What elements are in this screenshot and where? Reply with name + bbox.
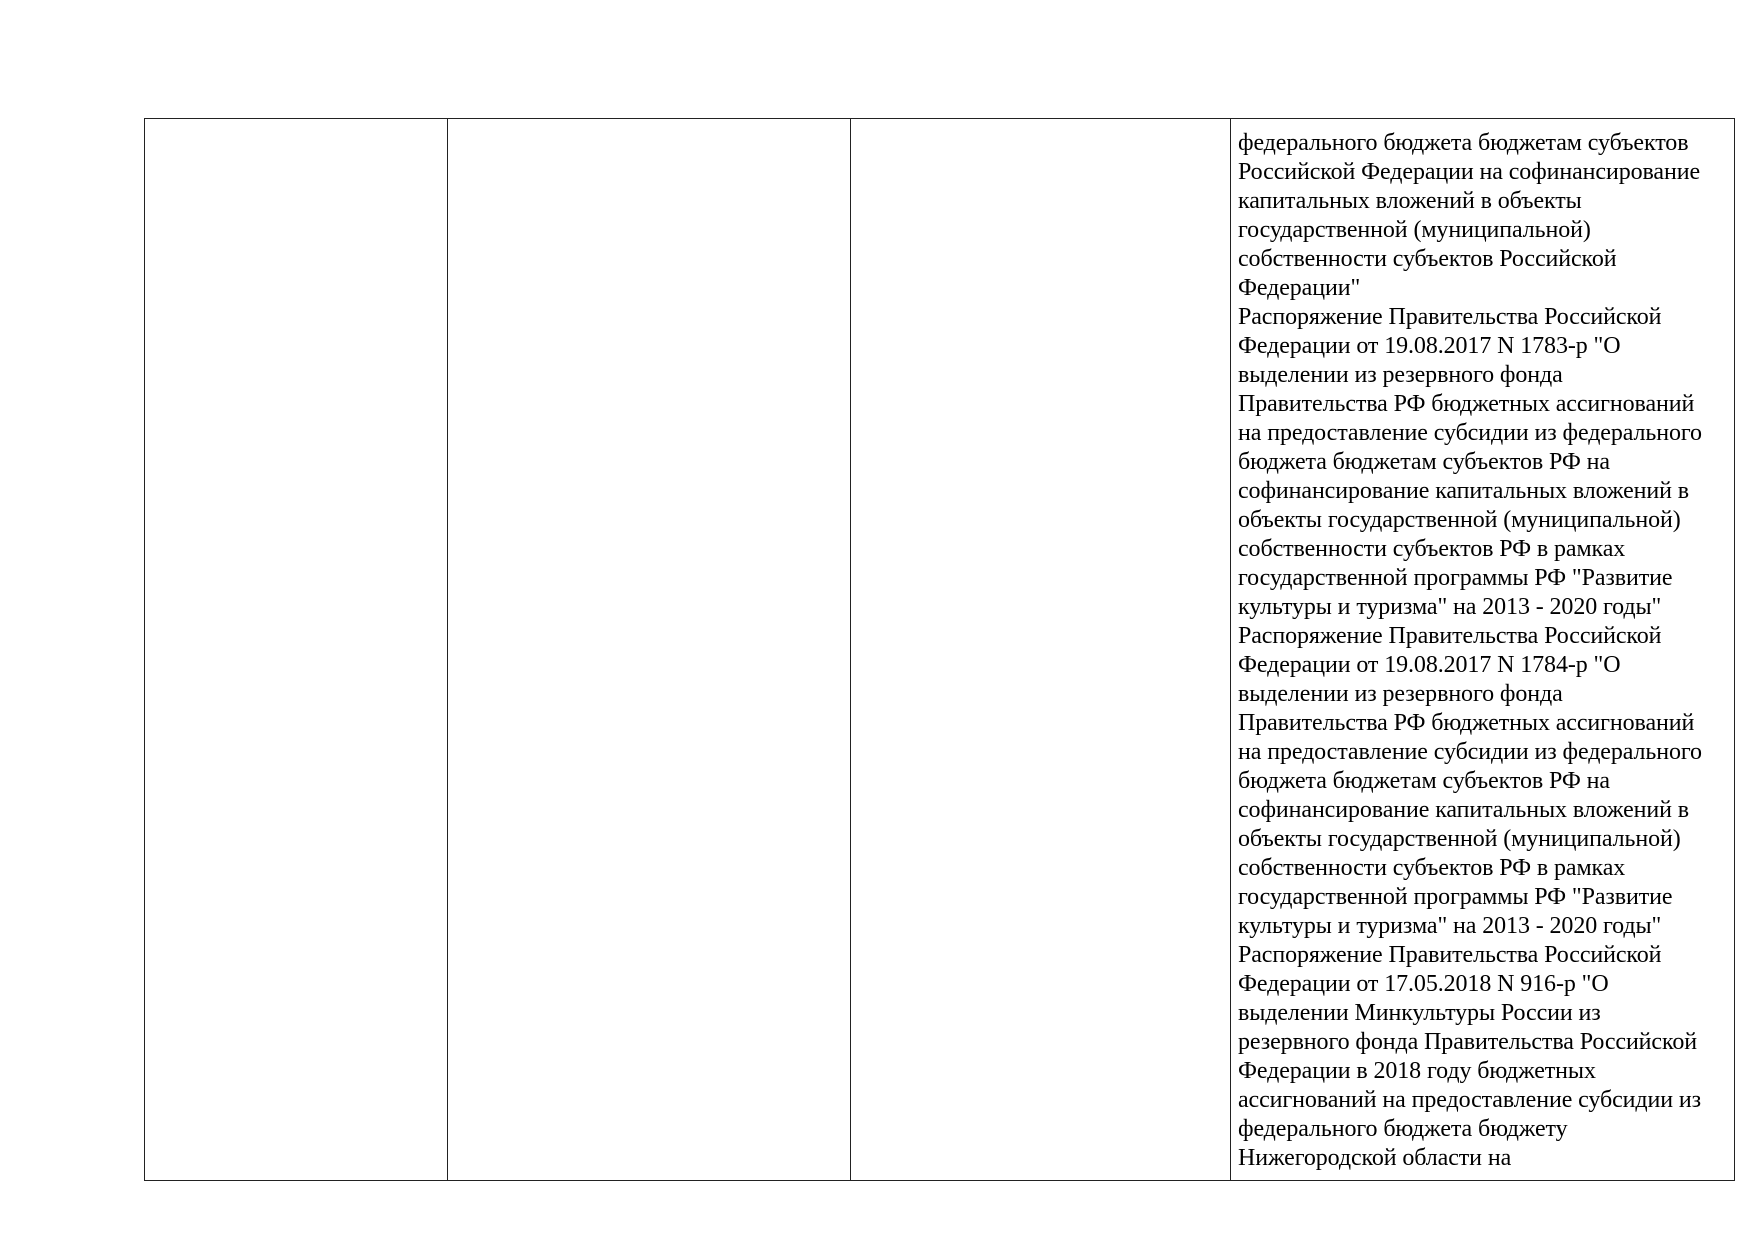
- text-line: капитальных вложений в объекты: [1238, 188, 1582, 214]
- text-line: собственности субъектов РФ в рамках: [1238, 536, 1626, 562]
- text-line: бюджета бюджетам субъектов РФ на: [1238, 768, 1610, 794]
- text-line: культуры и туризма" на 2013 - 2020 годы": [1238, 594, 1662, 620]
- text-line: софинансирование капитальных вложений в: [1238, 478, 1690, 504]
- text-line: Правительства РФ бюджетных ассигнований: [1238, 710, 1695, 736]
- text-line: федерального бюджета бюджетам субъектов: [1238, 130, 1689, 156]
- text-line: Нижегородской области на: [1238, 1145, 1512, 1171]
- text-line: на предоставление субсидии из федерального: [1238, 420, 1702, 446]
- text-line: Федерации от 19.08.2017 N 1784-р "О: [1238, 652, 1621, 678]
- document-table: [144, 118, 1735, 1181]
- text-line: Распоряжение Правительства Российской: [1238, 942, 1662, 968]
- text-line: Правительства РФ бюджетных ассигнований: [1238, 391, 1695, 417]
- text-line: Федерации в 2018 году бюджетных: [1238, 1058, 1596, 1084]
- text-line: Федерации от 17.05.2018 N 916-р "О: [1238, 971, 1609, 997]
- text-line: Распоряжение Правительства Российской: [1238, 304, 1662, 330]
- text-line: объекты государственной (муниципальной): [1238, 826, 1681, 852]
- text-line: государственной программы РФ "Развитие: [1238, 884, 1673, 910]
- text-line: на предоставление субсидии из федерального: [1238, 739, 1702, 765]
- text-line: Федерации": [1238, 275, 1361, 301]
- text-line: ассигнований на предоставление субсидии из: [1238, 1087, 1701, 1113]
- table-cell-legal-basis: [1238, 129, 1728, 1173]
- text-line: объекты государственной (муниципальной): [1238, 507, 1681, 533]
- column-divider: [850, 119, 851, 1180]
- text-line: государственной программы РФ "Развитие: [1238, 565, 1673, 591]
- text-line: Федерации от 19.08.2017 N 1783-р "О: [1238, 333, 1621, 359]
- text-line: выделении Минкультуры России из: [1238, 1000, 1601, 1026]
- text-line: собственности субъектов РФ в рамках: [1238, 855, 1626, 881]
- text-line: государственной (муниципальной): [1238, 217, 1591, 243]
- text-line: бюджета бюджетам субъектов РФ на: [1238, 449, 1610, 475]
- column-divider: [447, 119, 448, 1180]
- column-divider: [1230, 119, 1231, 1180]
- text-line: федерального бюджета бюджету: [1238, 1116, 1568, 1142]
- text-line: выделении из резервного фонда: [1238, 362, 1563, 388]
- text-line: Российской Федерации на софинансирование: [1238, 159, 1701, 185]
- text-line: резервного фонда Правительства Российской: [1238, 1029, 1697, 1055]
- text-line: Распоряжение Правительства Российской: [1238, 623, 1662, 649]
- text-line: софинансирование капитальных вложений в: [1238, 797, 1690, 823]
- text-line: собственности субъектов Российской: [1238, 246, 1617, 272]
- text-line: культуры и туризма" на 2013 - 2020 годы": [1238, 913, 1662, 939]
- text-line: выделении из резервного фонда: [1238, 681, 1563, 707]
